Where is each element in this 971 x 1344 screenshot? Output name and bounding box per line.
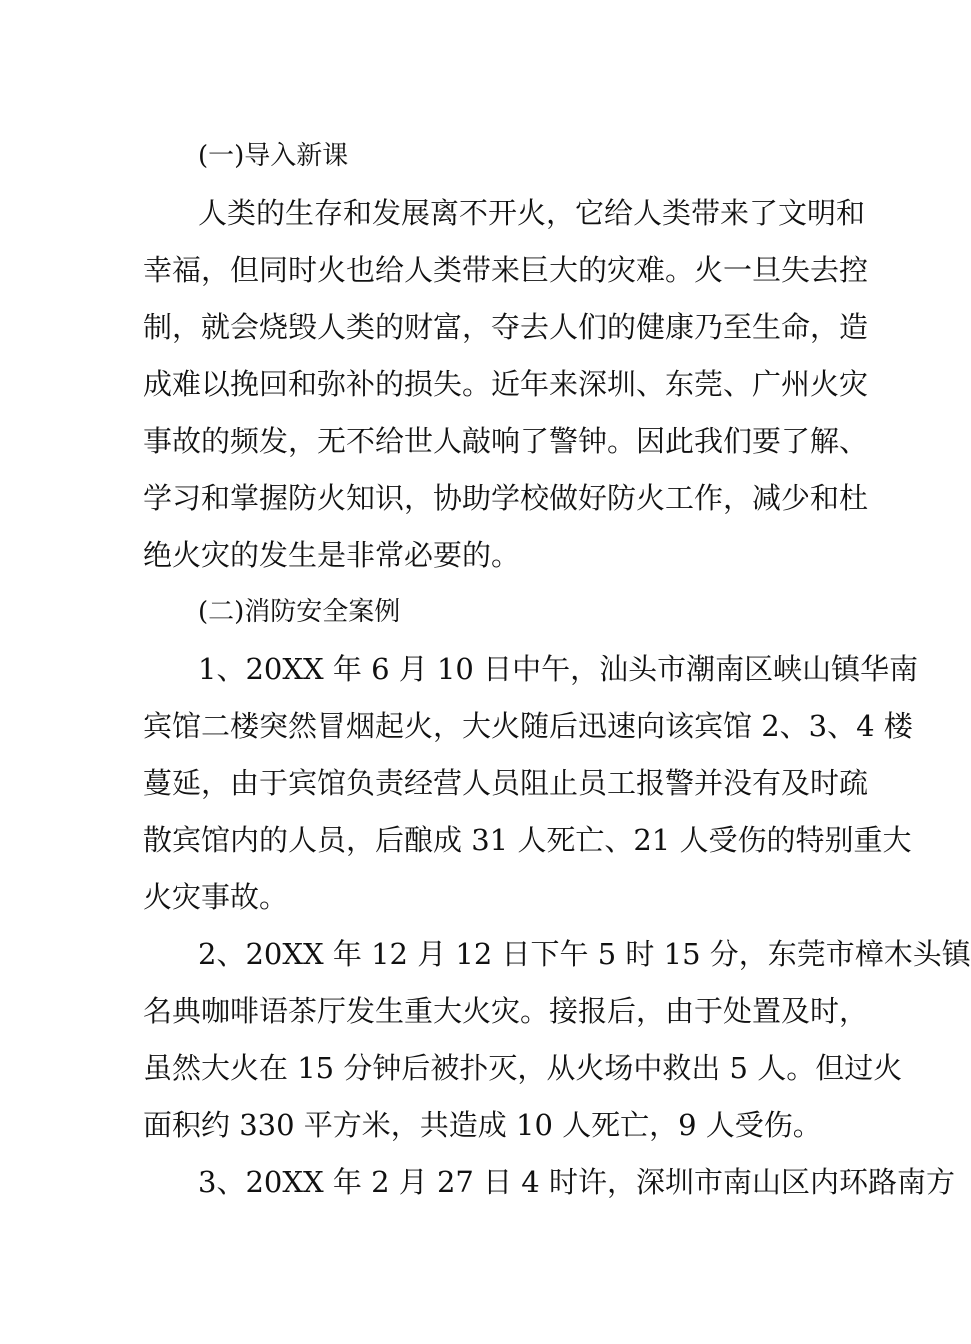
text-line: 面积约 330 平方米，共造成 10 人死亡，9 人受伤。 [143, 1108, 822, 1142]
text-line: 蔓延，由于宾馆负责经营人员阻止员工报警并没有及时疏 [143, 766, 869, 800]
paragraph-case-2 [143, 926, 971, 1154]
text-line: 名典咖啡语茶厅发生重大火灾。接报后，由于处置及时， [143, 994, 869, 1028]
text-line: 制，就会烧毁人类的财富，夺去人们的健康乃至生命，造 [143, 310, 869, 344]
text-line: 火灾事故。 [143, 880, 289, 914]
text-line: 1、20XX 年 6 月 10 日中午，汕头市潮南区峡山镇华南 [198, 652, 919, 686]
text-line: 人类的生存和发展离不开火，它给人类带来了文明和 [198, 196, 866, 230]
text-line: 虽然大火在 15 分钟后被扑灭，从火场中救出 5 人。但过火 [143, 1051, 903, 1085]
text-line: 事故的频发，无不给世人敲响了警钟。因此我们要了解、 [143, 424, 869, 458]
paragraph-introduction [143, 185, 869, 584]
text-line: 幸福，但同时火也给人类带来巨大的灾难。火一旦失去控 [143, 253, 869, 287]
text-line: 散宾馆内的人员，后酿成 31 人死亡、21 人受伤的特别重大 [143, 823, 912, 857]
paragraph-case-3 [143, 1154, 955, 1211]
text-line: 绝火灾的发生是非常必要的。 [143, 538, 521, 572]
text-line: 3、20XX 年 2 月 27 日 4 时许，深圳市南山区内环路南方 [198, 1165, 955, 1199]
section-heading-introduction: (一)导入新课 [198, 141, 349, 171]
text-line: 学习和掌握防火知识，协助学校做好防火工作，减少和杜 [143, 481, 869, 515]
document-body [143, 128, 971, 1211]
section-heading-fire-cases: (二)消防安全案例 [198, 597, 401, 627]
paragraph-case-1 [143, 641, 919, 926]
text-line: 成难以挽回和弥补的损失。近年来深圳、东莞、广州火灾 [143, 367, 869, 401]
text-line: 宾馆二楼突然冒烟起火，大火随后迅速向该宾馆 2、3、4 楼 [143, 709, 913, 743]
text-line: 2、20XX 年 12 月 12 日下午 5 时 15 分，东莞市樟木头镇 [198, 937, 971, 971]
